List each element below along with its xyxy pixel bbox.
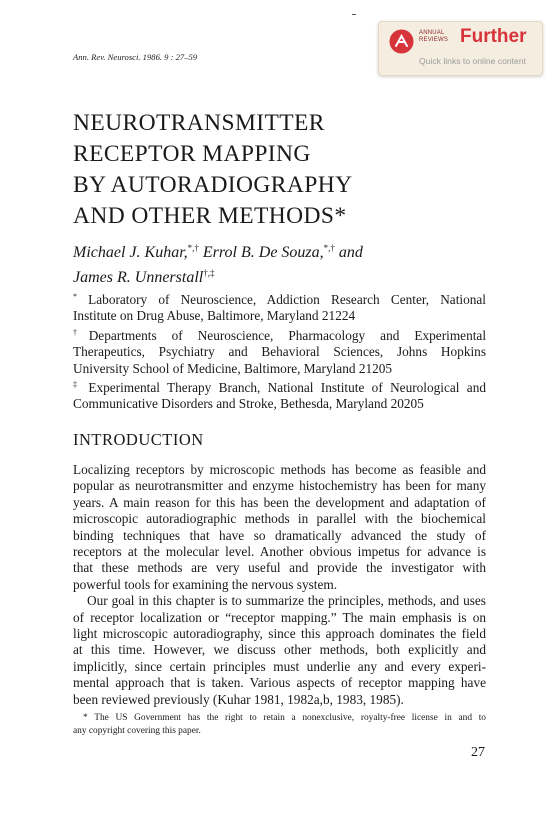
body-line: powerful tools for examining the nervous system. [73, 576, 338, 592]
affiliation-mark: ‡ [73, 380, 81, 390]
further-label: Further [460, 26, 527, 47]
affiliation-text: Experimental Therapy Branch, National Institute of Neurological and [88, 380, 487, 396]
wordmark-line-1: ANNUAL [419, 30, 445, 36]
title-line: NEUROTRANSMITTER [73, 110, 325, 136]
footnote-line: * The US Government has the right to retain a nonexclusive, royalty-free license in and to [83, 713, 486, 723]
author-joiner: and [334, 244, 363, 261]
author-name: James R. Unnerstall [73, 269, 204, 286]
title-line: AND OTHER METHODS* [73, 203, 347, 229]
author-marks: *,† [187, 243, 199, 253]
body-line: implicitly, since certain principles must underlie any and every experi- [73, 658, 486, 674]
footnote [73, 712, 486, 738]
affiliation-line [73, 377, 486, 396]
author-name: Errol B. De Souza, [198, 244, 324, 261]
annual-reviews-wordmark [419, 30, 448, 43]
body-line: light microscopic autoradiography, since this approach dominates the field [73, 626, 486, 642]
author-line [73, 263, 363, 288]
affiliation-line [73, 289, 486, 308]
wordmark-line-2: REVIEWS [419, 36, 449, 43]
title-line: BY AUTORADIOGRAPHY [73, 172, 353, 198]
annual-reviews-logo-icon [389, 29, 414, 54]
affiliation-text: Departments of Neuroscience, Pharmacology and Experimental [88, 327, 487, 343]
affiliation-line: Institute on Drug Abuse, Baltimore, Maryland 21224 [73, 308, 356, 324]
affiliation-line: Communicative Disorders and Stroke, Bethesda, Maryland 20205 [73, 396, 424, 412]
author-marks: †,‡ [203, 268, 215, 278]
body-line: receptors at the molecular level. Another obvious impetus for advance is [73, 544, 486, 560]
author-list [73, 238, 363, 288]
body-line: binding techniques that have so dramatically advanced the study of [73, 527, 486, 543]
body-line: microscopic autoradiographic methods in parallel with the biochemical [73, 511, 486, 527]
article-title [73, 108, 352, 232]
page-number: 27 [471, 745, 485, 760]
body-line: at this time. However, we discuss other methods, both explicitly and [73, 642, 486, 658]
journal-citation: Ann. Rev. Neurosci. 1986. 9 : 27–59 [73, 52, 198, 62]
author-marks: *,† [323, 243, 335, 253]
affiliation-text: Laboratory of Neuroscience, Addiction Research Center, National [88, 292, 486, 307]
body-line: Localizing receptors by microscopic methods has become as feasible and [73, 462, 486, 477]
affiliation-mark: * [73, 292, 77, 301]
body-line: popular as neurotransmitter and enzyme histochemistry has been for many [73, 478, 486, 494]
further-badge[interactable] [378, 21, 543, 76]
body-line: years. A main reason for this has been the development and adaptation of [73, 494, 486, 510]
affiliation-mark: † [73, 327, 89, 337]
body-line: mental approach that is taken. Various aspects of receptor mapping have [73, 675, 486, 691]
body-text [73, 462, 486, 708]
title-line: RECEPTOR MAPPING [73, 141, 311, 167]
affiliation-line [73, 325, 486, 344]
further-subtitle: Quick links to online content [419, 56, 527, 66]
body-line: that these methods are very useful and provide the investigator with [73, 560, 486, 576]
author-name: Michael J. Kuhar, [73, 244, 188, 261]
scan-mark [352, 14, 356, 15]
footnote-line: any copyright covering this paper. [73, 726, 201, 736]
affiliations [73, 289, 486, 413]
author-line [73, 238, 363, 263]
body-line: been reviewed previously (Kuhar 1981, 1982a,b, 1983, 1985). [73, 691, 404, 707]
affiliation-line: University School of Medicine, Baltimore, Maryland 21205 [73, 360, 393, 376]
body-line: Our goal in this chapter is to summarize the principles, methods, and uses [87, 593, 486, 609]
affiliation-line: Therapeutics, Psychiatry and Behavioral Sciences, Johns Hopkins [73, 344, 486, 360]
body-line: of receptor localization or “receptor mapping.” The main emphasis is on [73, 609, 486, 625]
section-heading: INTRODUCTION [73, 430, 204, 449]
